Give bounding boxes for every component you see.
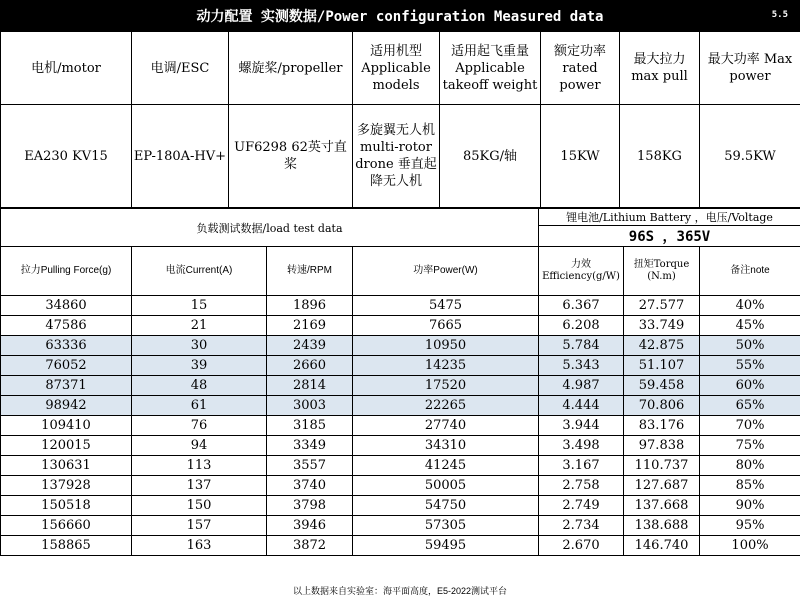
table-cell: 40% [700,296,800,316]
table-cell: 3003 [267,396,353,416]
table-cell: 138.688 [624,516,700,536]
table-cell: 47586 [1,316,132,336]
table-cell: 5.343 [539,356,624,376]
table-cell: 85% [700,476,800,496]
load-test-body [1,296,800,556]
table-cell: 110.737 [624,456,700,476]
table-cell: 95% [700,516,800,536]
spec-header-max-power: 最大功率 Max power [700,32,800,105]
table-cell: 70.806 [624,396,700,416]
spec-header-takeoff-weight: 适用起飞重量 Applicable takeoff weight [440,32,541,105]
table-cell: 3740 [267,476,353,496]
spec-table [0,31,800,208]
table-cell: 61 [132,396,267,416]
table-cell: 76052 [1,356,132,376]
table-cell: 5475 [353,296,539,316]
table-cell: 27.577 [624,296,700,316]
version-label: 5.5 [771,10,788,20]
table-cell: 137.668 [624,496,700,516]
table-cell: 90% [700,496,800,516]
spec-value-max-power: 59.5KW [700,105,800,208]
spec-header-propeller: 螺旋桨/propeller [229,32,353,105]
table-cell: 3.944 [539,416,624,436]
table-cell: 65% [700,396,800,416]
load-test-label: 负载测试数据/load test data [1,209,539,247]
table-cell: 2439 [267,336,353,356]
table-row [1,396,800,416]
col-torque: 扭矩Torque (N.m) [624,247,700,296]
table-cell: 113 [132,456,267,476]
col-power: 功率Power(W) [353,247,539,296]
table-cell: 55% [700,356,800,376]
table-row [1,356,800,376]
table-cell: 76 [132,416,267,436]
table-cell: 137928 [1,476,132,496]
table-cell: 3798 [267,496,353,516]
table-cell: 33.749 [624,316,700,336]
spec-header-row [1,32,800,105]
table-cell: 70% [700,416,800,436]
battery-label: 锂电池/Lithium Battery ，电压/Voltage [539,209,800,226]
table-row [1,296,800,316]
col-note: 备注note [700,247,800,296]
table-cell: 109410 [1,416,132,436]
table-row [1,336,800,356]
spec-value-max-pull: 158KG [620,105,700,208]
table-cell: 60% [700,376,800,396]
table-cell: 6.208 [539,316,624,336]
spec-header-rated-power: 额定功率 rated power [541,32,620,105]
spec-header-models: 适用机型 Applicable models [353,32,440,105]
table-row [1,376,800,396]
table-cell: 94 [132,436,267,456]
table-cell: 156660 [1,516,132,536]
spec-value-row [1,105,800,208]
table-cell: 27740 [353,416,539,436]
table-cell: 57305 [353,516,539,536]
table-row [1,316,800,336]
table-cell: 97.838 [624,436,700,456]
table-cell: 3872 [267,536,353,556]
table-cell: 34310 [353,436,539,456]
title-bar [0,0,800,31]
battery-value: 96S ，365V [539,226,800,247]
table-cell: 21 [132,316,267,336]
table-cell: 50% [700,336,800,356]
table-cell: 150 [132,496,267,516]
table-cell: 51.107 [624,356,700,376]
table-cell: 2660 [267,356,353,376]
table-row [1,456,800,476]
table-cell: 59495 [353,536,539,556]
table-row [1,536,800,556]
table-cell: 2.734 [539,516,624,536]
table-cell: 2814 [267,376,353,396]
col-efficiency: 力效 Efficiency(g/W) [539,247,624,296]
table-cell: 127.687 [624,476,700,496]
spec-header-esc: 电调/ESC [132,32,229,105]
table-cell: 3557 [267,456,353,476]
table-cell: 5.784 [539,336,624,356]
table-cell: 10950 [353,336,539,356]
table-cell: 39 [132,356,267,376]
table-cell: 2169 [267,316,353,336]
table-cell: 158865 [1,536,132,556]
table-cell: 80% [700,456,800,476]
table-row [1,516,800,536]
table-cell: 75% [700,436,800,456]
col-pulling-force: 拉力Pulling Force(g) [1,247,132,296]
table-cell: 15 [132,296,267,316]
table-row [1,476,800,496]
table-cell: 2.670 [539,536,624,556]
table-cell: 3946 [267,516,353,536]
table-cell: 7665 [353,316,539,336]
table-cell: 157 [132,516,267,536]
table-cell: 22265 [353,396,539,416]
table-cell: 3.498 [539,436,624,456]
table-cell: 150518 [1,496,132,516]
table-cell: 100% [700,536,800,556]
spec-value-takeoff-weight: 85KG/轴 [440,105,541,208]
table-cell: 34860 [1,296,132,316]
table-cell: 2.749 [539,496,624,516]
table-cell: 14235 [353,356,539,376]
table-cell: 4.987 [539,376,624,396]
footer-note: 以上数据来自实验室：海平面高度，E5-2022测试平台 [292,586,508,596]
table-cell: 50005 [353,476,539,496]
load-test-table [0,208,800,556]
table-cell: 41245 [353,456,539,476]
table-cell: 137 [132,476,267,496]
table-cell: 59.458 [624,376,700,396]
spec-value-propeller: UF6298 62英寸直桨 [229,105,353,208]
table-cell: 45% [700,316,800,336]
table-cell: 146.740 [624,536,700,556]
table-row [1,436,800,456]
table-row [1,496,800,516]
table-cell: 42.875 [624,336,700,356]
col-rpm: 转速/RPM [267,247,353,296]
table-cell: 1896 [267,296,353,316]
spec-value-rated-power: 15KW [541,105,620,208]
page-title: 动力配置 实测数据/Power configuration Measured data [196,9,604,25]
table-cell: 2.758 [539,476,624,496]
table-cell: 3349 [267,436,353,456]
spec-value-models: 多旋翼无人机 multi-rotor drone 垂直起降无人机 [353,105,440,208]
table-cell: 87371 [1,376,132,396]
table-cell: 98942 [1,396,132,416]
spec-header-max-pull: 最大拉力 max pull [620,32,700,105]
table-cell: 4.444 [539,396,624,416]
col-current: 电流Current(A) [132,247,267,296]
table-cell: 6.367 [539,296,624,316]
table-cell: 3185 [267,416,353,436]
table-cell: 63336 [1,336,132,356]
spec-header-motor: 电机/motor [1,32,132,105]
load-column-header-row [1,247,800,296]
spec-value-esc: EP-180A-HV+ [132,105,229,208]
table-cell: 48 [132,376,267,396]
spec-value-motor: EA230 KV15 [1,105,132,208]
table-cell: 130631 [1,456,132,476]
table-cell: 30 [132,336,267,356]
table-cell: 3.167 [539,456,624,476]
table-row [1,416,800,436]
table-cell: 163 [132,536,267,556]
table-cell: 83.176 [624,416,700,436]
load-group-row [1,209,800,226]
table-cell: 120015 [1,436,132,456]
table-cell: 17520 [353,376,539,396]
table-cell: 54750 [353,496,539,516]
